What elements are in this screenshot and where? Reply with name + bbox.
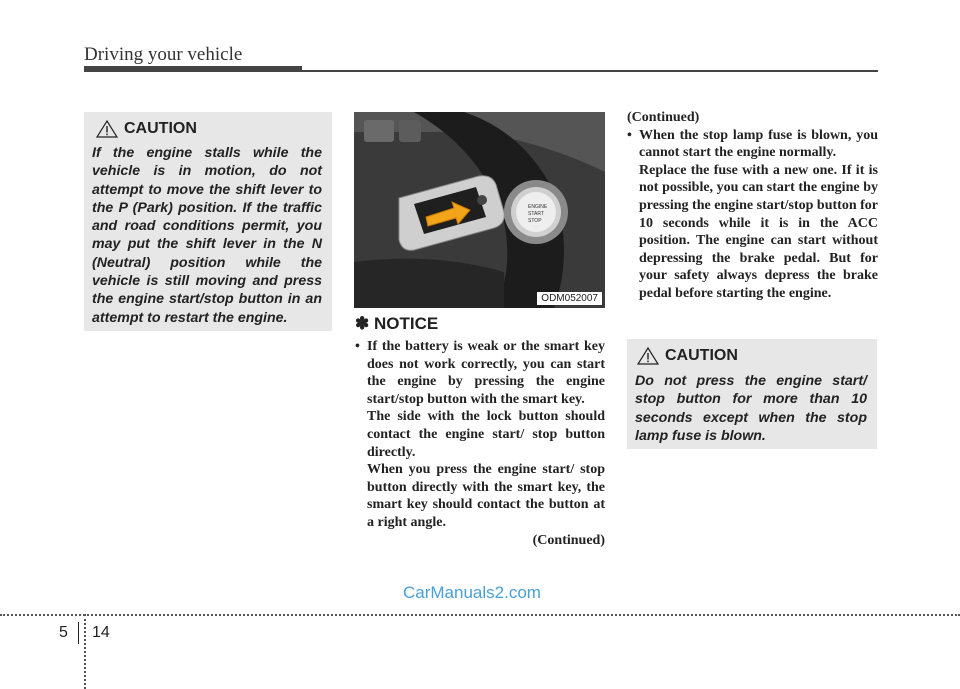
bullet-dot: • xyxy=(627,127,632,143)
caution-heading xyxy=(96,120,332,138)
caution-title: CAUTION xyxy=(124,120,197,137)
watermark-link[interactable]: CarManuals2.com xyxy=(403,583,541,602)
svg-text:ENGINE: ENGINE xyxy=(528,204,548,210)
footer-dotted-rule xyxy=(0,614,960,616)
bullet-dot: • xyxy=(355,339,360,354)
notice-body xyxy=(355,338,605,549)
header-rule-thin xyxy=(300,70,878,72)
caution-box-start-button xyxy=(627,339,877,449)
svg-text:STOP: STOP xyxy=(528,218,542,224)
warning-triangle-icon xyxy=(637,347,659,365)
caution-title: CAUTION xyxy=(665,347,738,364)
warning-triangle-icon xyxy=(96,120,118,138)
caution-heading xyxy=(637,347,877,365)
notice-item-text: If the battery is weak or the smart key does not work correctly, you can start the engine by pressing the engine start/stop button with the smart key. xyxy=(367,339,605,407)
fuse-item-text: When the stop lamp fuse is blown, you cannot start the engine normally. xyxy=(639,127,878,161)
notice-heading xyxy=(355,314,438,334)
chapter-number: 5 xyxy=(59,624,68,641)
fuse-bullet-item xyxy=(627,127,878,162)
page-number: 14 xyxy=(92,624,110,641)
notice-star-icon: ✽ xyxy=(355,314,370,333)
fuse-paragraph: Replace the fuse with a new one. If it is not possible, you can start the engine by pressing the engine start/stop button for 10 seconds while it is in the ACC position. The engine can start without depressing the brake pedal. But for your safety always depress the brake pedal before starting the engine. xyxy=(639,162,878,301)
caution-box-engine-stall xyxy=(84,112,332,331)
svg-text:START: START xyxy=(528,211,544,217)
header-rule-thick xyxy=(84,66,302,72)
figure-smart-key-start-button xyxy=(354,112,605,308)
figure-code: ODM052007 xyxy=(537,292,602,305)
continued-label: (Continued) xyxy=(627,110,700,125)
notice-paragraph: The side with the lock button should contact the engine start/ stop button directly. xyxy=(367,409,605,460)
caution-text: If the engine stalls while the vehicle is in motion, do not attempt to move the shift lever to the P (Park) position. If the traffic and road conditions permit, you may put the shift lever in the N (Neutral) position while the vehicle is still moving and press the engine start/stop button in an attempt to restart the engine. xyxy=(92,145,322,326)
page-header-title: Driving your vehicle xyxy=(84,44,243,65)
continued-label: (Continued) xyxy=(532,532,605,548)
caution-text: Do not press the engine start/ stop button for more than 10 seconds except when the stop lamp fuse is blown. xyxy=(635,373,867,444)
continued-column xyxy=(627,109,878,303)
notice-bullet-item xyxy=(355,338,605,408)
notice-paragraph: When you press the engine start/ stop button directly with the smart key, the smart key should contact the button at a right angle. xyxy=(367,462,605,530)
smart-key-photo-illustration xyxy=(354,112,605,308)
page-number-divider xyxy=(78,622,79,644)
footer-dotted-vertical xyxy=(84,614,86,689)
notice-title: NOTICE xyxy=(373,314,439,333)
